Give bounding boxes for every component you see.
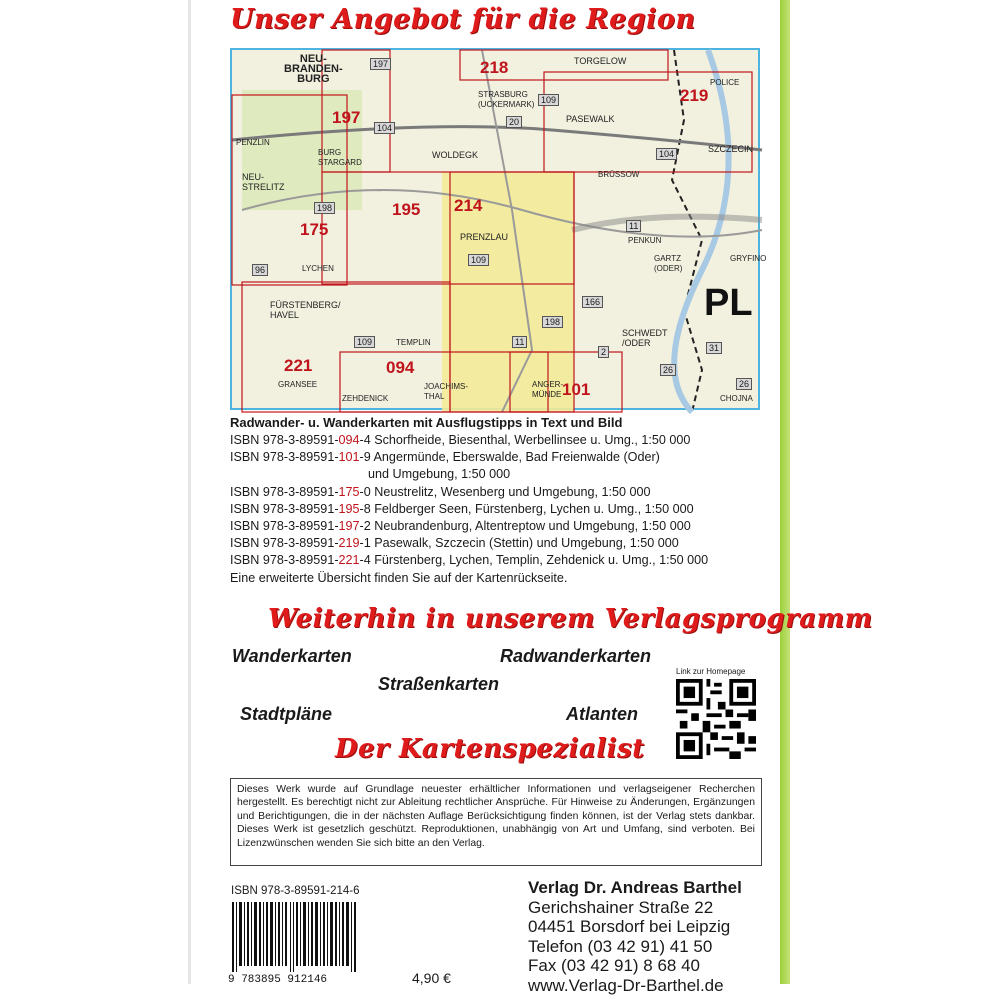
place-gransee: GRANSEE: [278, 380, 317, 390]
green-side-stripe: [780, 0, 790, 984]
isbn-line: ISBN 978-3-89591-197-2 Neubrandenburg, Altentreptow und Umgebung, 1:50 000: [230, 518, 708, 535]
program-title: Weiterhin in unserem Verlagsprogramm: [268, 604, 873, 634]
product-isbn: ISBN 978-3-89591-214-6: [231, 885, 360, 897]
price: 4,90 €: [412, 970, 451, 986]
sheet-label-219: 219: [680, 86, 708, 106]
publisher-phone: Telefon (03 42 91) 41 50: [528, 937, 742, 957]
category-atlanten: Atlanten: [566, 704, 638, 725]
slogan: Der Kartenspezialist: [335, 734, 645, 764]
publisher-name: Verlag Dr. Andreas Barthel: [528, 878, 742, 898]
place-woldegk: WOLDEGK: [432, 150, 478, 160]
isbn-line: ISBN 978-3-89591-219-1 Pasewalk, Szczecin (Stettin) und Umgebung, 1:50 000: [230, 535, 708, 552]
category-stadtplaene: Stadtpläne: [240, 704, 332, 725]
place-szczecin: SZCZECIN: [708, 144, 753, 154]
road-marker: 109: [468, 254, 489, 266]
sheet-label-094: 094: [386, 358, 414, 378]
place-lychen: LYCHEN: [302, 264, 334, 274]
road-marker: 198: [542, 316, 563, 328]
road-marker: 31: [706, 342, 722, 354]
road-marker: 166: [582, 296, 603, 308]
isbn-list: [230, 432, 708, 587]
place-templin: TEMPLIN: [396, 338, 431, 348]
sheet-label-195: 195: [392, 200, 420, 220]
series-footer-note: Eine erweiterte Übersicht finden Sie auf der Kartenrückseite.: [230, 570, 708, 587]
road-marker: 109: [354, 336, 375, 348]
place-penzlin: PENZLIN: [236, 138, 270, 148]
road-marker: 26: [736, 378, 752, 390]
road-marker: 198: [314, 202, 335, 214]
road-marker: 104: [656, 148, 677, 160]
isbn-line: ISBN 978-3-89591-094-4 Schorfheide, Biesenthal, Werbellinsee u. Umg., 1:50 000: [230, 432, 708, 449]
place-joachimsthal: JOACHIMS- THAL: [424, 382, 468, 402]
place-schwedt: SCHWEDT /ODER: [622, 328, 668, 348]
place-pasewalk: PASEWALK: [566, 114, 615, 124]
road-marker: 11: [512, 336, 527, 348]
place-strasburg: STRASBURG (UCKERMARK): [478, 90, 534, 110]
road-marker: 2: [598, 346, 609, 358]
category-wanderkarten: Wanderkarten: [232, 646, 352, 667]
road-marker: 109: [538, 94, 559, 106]
place-torgelow: TORGELOW: [574, 56, 626, 66]
publisher-block: [528, 878, 742, 995]
place-police: POLICE: [710, 78, 739, 88]
road-marker: 11: [626, 220, 641, 232]
publisher-street: Gerichshainer Straße 22: [528, 898, 742, 918]
page-left-edge: [188, 0, 191, 984]
place-fuerstenberg: FÜRSTENBERG/ HAVEL: [270, 300, 341, 320]
place-neubrandenburg: NEU- BRANDEN- BURG: [284, 54, 343, 84]
isbn-line: ISBN 978-3-89591-221-4 Fürstenberg, Lychen, Templin, Zehdenick u. Umg., 1:50 000: [230, 552, 708, 569]
place-angermuende: ANGER- MÜNDE: [532, 380, 563, 400]
place-zehdenick: ZEHDENICK: [342, 394, 388, 404]
publisher-website-link[interactable]: www.Verlag-Dr-Barthel.de: [528, 976, 742, 995]
road-marker: 197: [370, 58, 391, 70]
overview-map: [230, 48, 760, 410]
page-title: Unser Angebot für die Region: [230, 4, 696, 35]
qr-caption: Link zur Homepage: [676, 667, 745, 676]
qr-code-icon[interactable]: [676, 679, 756, 759]
place-chojna: CHOJNA: [720, 394, 753, 404]
sheet-label-221: 221: [284, 356, 312, 376]
category-strassenkarten: Straßenkarten: [378, 674, 499, 695]
sheet-label-197: 197: [332, 108, 360, 128]
sheet-label-214: 214: [454, 196, 482, 216]
place-gartz: GARTZ (ODER): [654, 254, 682, 274]
publisher-fax: Fax (03 42 91) 8 68 40: [528, 956, 742, 976]
barcode-digits: 9 783895 912146: [228, 974, 327, 986]
isbn-line-continuation: und Umgebung, 1:50 000: [230, 466, 708, 483]
sheet-label-101: 101: [562, 380, 590, 400]
road-marker: 96: [252, 264, 268, 276]
category-radwanderkarten: Radwanderkarten: [500, 646, 651, 667]
road-marker: 20: [506, 116, 522, 128]
road-marker: 104: [374, 122, 395, 134]
place-gryfino: GRYFINO: [730, 254, 766, 264]
publisher-city: 04451 Borsdorf bei Leipzig: [528, 917, 742, 937]
series-title: Radwander- u. Wanderkarten mit Ausflugstipps in Text und Bild: [230, 415, 622, 430]
place-brussow: BRÜSSOW: [598, 170, 639, 180]
place-burg-stargard: BURG STARGARD: [318, 148, 362, 168]
place-penkun: PENKUN: [628, 236, 661, 246]
road-marker: 26: [660, 364, 676, 376]
sheet-label-218: 218: [480, 58, 508, 78]
place-neustrelitz: NEU- STRELITZ: [242, 172, 285, 192]
isbn-line: ISBN 978-3-89591-195-8 Feldberger Seen, Fürstenberg, Lychen u. Umg., 1:50 000: [230, 501, 708, 518]
sheet-label-175: 175: [300, 220, 328, 240]
isbn-line: ISBN 978-3-89591-175-0 Neustrelitz, Wesenberg und Umgebung, 1:50 000: [230, 484, 708, 501]
place-prenzlau: PRENZLAU: [460, 232, 508, 242]
isbn-line: ISBN 978-3-89591-101-9 Angermünde, Eberswalde, Bad Freienwalde (Oder): [230, 449, 708, 466]
barcode-icon: [226, 902, 366, 984]
disclaimer-box: Dieses Werk wurde auf Grundlage neuester erhältlicher Informationen und verlagseigener Recherchen hergestellt. Es berechtigt nicht zur Ableitung rechtlicher Ansprüche. Für Hinweise zu Änderungen, Ergänzungen und Berichtigungen, die in der nächsten Auflage Berücksichtigung finden können, ist der Verlag stets dankbar. Dieses Werk ist gesetzlich geschützt. Reproduktionen, unabhängig von Art und Umfang, sind verboten. Bei Lizenzwünschen wenden Sie sich bitte an den Verlag.: [230, 778, 762, 866]
country-label: PL: [704, 282, 753, 325]
